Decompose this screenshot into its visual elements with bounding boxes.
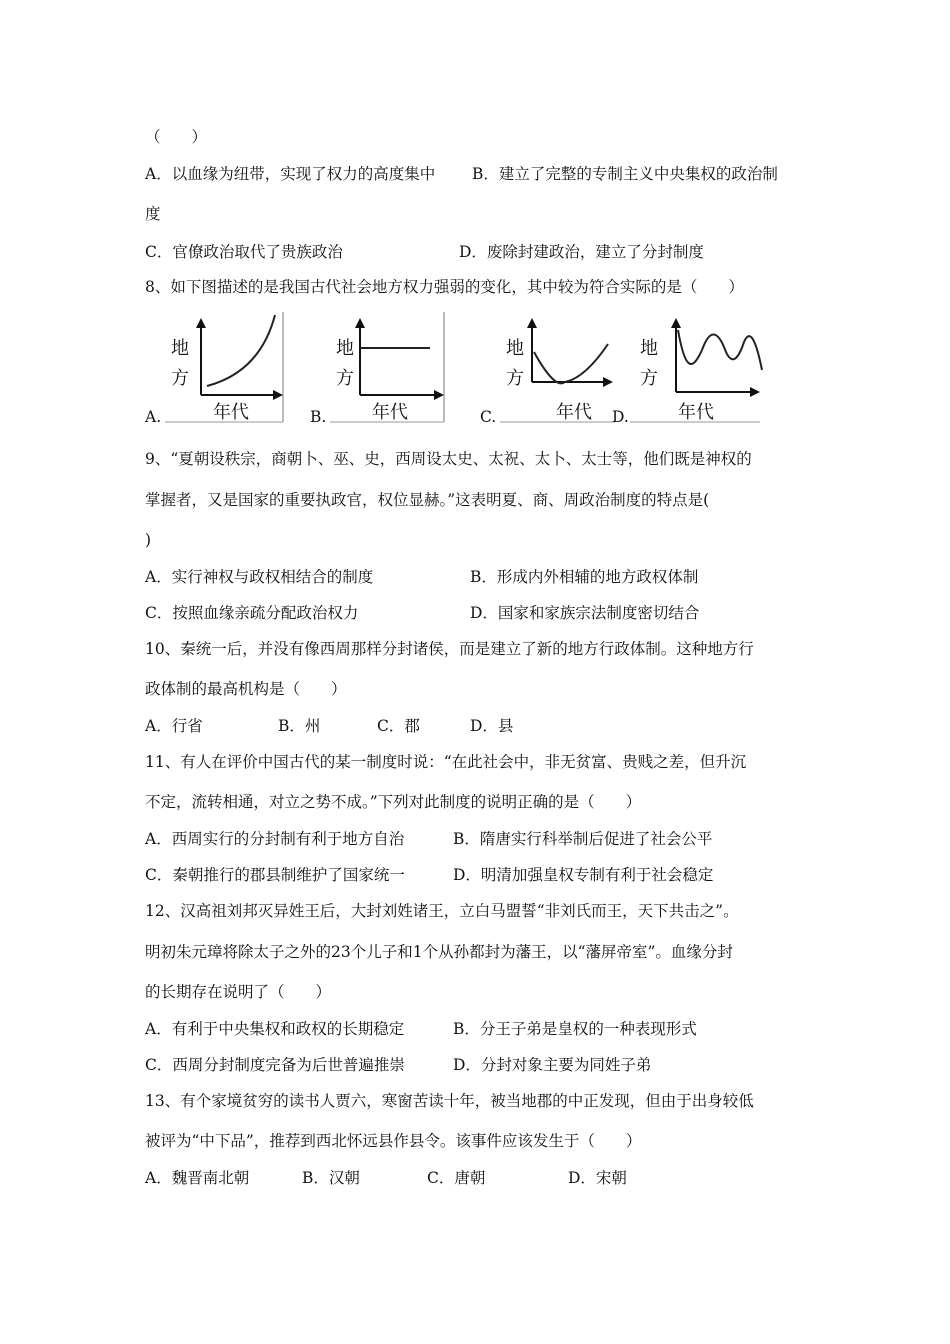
- q8-graph-a-label: A.: [145, 408, 162, 426]
- q10-line-2: 政体制的最高机构是（ ）: [145, 680, 347, 698]
- q8-graph-a-xlabel: 年代: [213, 402, 249, 423]
- q8-graph-a-ylabel-1: 地: [171, 338, 189, 359]
- q10-option-b: B．州: [278, 717, 321, 735]
- q8-graph-b-label: B.: [310, 408, 327, 426]
- q11-option-b: B．隋唐实行科举制后促进了社会公平: [453, 830, 713, 848]
- q13-line-2: 被评为“中下品”，推荐到西北怀远县作县令。该事件应该发生于（ ）: [145, 1132, 642, 1150]
- q8-graph-c-label: C.: [480, 408, 497, 426]
- q9-line-2: 掌握者，又是国家的重要执政官，权位显赫。”这表明夏、商、周政治制度的特点是(: [145, 491, 710, 509]
- q10-option-d: D．县: [470, 717, 514, 735]
- q9-option-c: C．按照血缘亲疏分配政治权力: [145, 604, 359, 622]
- q8-graph-d-ylabel-2: 方: [640, 368, 658, 389]
- q8-graph-c: [500, 310, 620, 425]
- q8-graph-d-xlabel: 年代: [678, 402, 714, 423]
- q12-line-3: 的长期存在说明了（ ）: [145, 983, 332, 1001]
- q10-option-a: A．行省: [145, 717, 203, 735]
- q9-option-a: A．实行神权与政权相结合的制度: [145, 568, 374, 586]
- q12-line-1: 12、汉高祖刘邦灭异姓王后，大封刘姓诸王，立白马盟誓“非刘氏而王，天下共击之”。: [145, 902, 739, 920]
- q7-option-a: A．以血缘为纽带，实现了权力的高度集中: [145, 165, 436, 183]
- q9-line-3: ): [145, 531, 152, 549]
- q11-option-d: D．明清加强皇权专制有利于社会稳定: [453, 866, 714, 884]
- q8-graph-b-xlabel: 年代: [372, 402, 408, 423]
- q8-graph-b-ylabel-1: 地: [336, 338, 354, 359]
- q12-option-c: C．西周分封制度完备为后世普遍推崇: [145, 1056, 405, 1074]
- q8-graph-a-ylabel-2: 方: [171, 368, 189, 389]
- q11-option-a: A．西周实行的分封制有利于地方自治: [145, 830, 405, 848]
- q12-option-a: A．有利于中央集权和政权的长期稳定: [145, 1020, 405, 1038]
- q9-option-b: B．形成内外相辅的地方政权体制: [470, 568, 699, 586]
- q8-graph-b: [330, 310, 450, 425]
- q7-stem-end: （ ）: [145, 128, 208, 146]
- q8-graph-d-ylabel-1: 地: [640, 338, 658, 359]
- q13-option-c: C．唐朝: [427, 1169, 486, 1187]
- q13-option-d: D．宋朝: [568, 1169, 627, 1187]
- q13-line-1: 13、有个家境贫穷的读书人贾六，寒窗苦读十年，被当地郡的中正发现，但由于出身较低: [145, 1092, 754, 1110]
- q8-stem: 8、如下图描述的是我国古代社会地方权力强弱的变化，其中较为符合实际的是（ ）: [145, 278, 744, 296]
- q8-graph-a: [165, 310, 310, 425]
- q12-line-2: 明初朱元璋将除太子之外的23个儿子和1个从孙都封为藩王，以“藩屏帝室”。血缘分封: [145, 943, 733, 961]
- q7-option-b: B．建立了完整的专制主义中央集权的政治制: [472, 165, 778, 183]
- q8-graph-d: [630, 310, 765, 425]
- q13-option-b: B．汉朝: [302, 1169, 360, 1187]
- q11-line-1: 11、有人在评价中国古代的某一制度时说：“在此社会中，非无贫富、贵贱之差，但升沉: [145, 753, 747, 771]
- q11-option-c: C．秦朝推行的郡县制维护了国家统一: [145, 866, 405, 884]
- q7-option-b-continued: 度: [145, 205, 161, 223]
- q13-option-a: A．魏晋南北朝: [145, 1169, 250, 1187]
- q7-option-c: C．官僚政治取代了贵族政治: [145, 243, 343, 261]
- q10-option-c: C．郡: [377, 717, 420, 735]
- q8-graph-c-xlabel: 年代: [556, 402, 592, 423]
- q8-graph-c-ylabel-2: 方: [506, 368, 524, 389]
- q11-line-2: 不定，流转相通，对立之势不成。”下列对此制度的说明正确的是（ ）: [145, 793, 642, 811]
- q9-line-1: 9、“夏朝设秩宗，商朝卜、巫、史，西周设太史、太祝、太卜、太士等，他们既是神权的: [145, 450, 752, 468]
- q12-option-b: B．分王子弟是皇权的一种表现形式: [453, 1020, 697, 1038]
- q9-option-d: D．国家和家族宗法制度密切结合: [470, 604, 700, 622]
- q10-line-1: 10、秦统一后，并没有像西周那样分封诸侯，而是建立了新的地方行政体制。这种地方行: [145, 640, 754, 658]
- q12-option-d: D．分封对象主要为同姓子弟: [453, 1056, 652, 1074]
- q8-graph-b-ylabel-2: 方: [336, 368, 354, 389]
- q8-graph-d-label: D.: [612, 408, 629, 426]
- q8-graph-c-ylabel-1: 地: [506, 338, 524, 359]
- q7-option-d: D．废除封建政治，建立了分封制度: [459, 243, 704, 261]
